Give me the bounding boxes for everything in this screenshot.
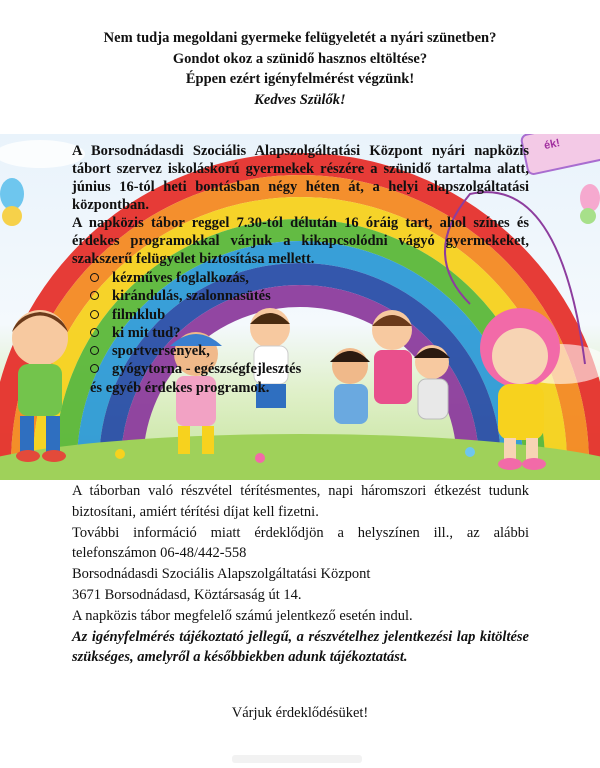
bullet-icon: [90, 328, 99, 337]
sign-board: [521, 134, 600, 175]
program-list: [90, 269, 529, 379]
header-question-1: Nem tudja megoldani gyermeke felügyeletét a nyári szünetben?: [103, 30, 497, 46]
bullet-icon: [90, 364, 99, 373]
list-item: gyógytorna - egészségfejlesztés: [90, 360, 529, 378]
bullet-icon: [90, 310, 99, 319]
organization-name: Borsodnádasdi Szociális Alapszolgáltatási Központ: [72, 566, 371, 583]
header: [0, 28, 600, 110]
other-programs: és egyéb érdekes programok.: [90, 379, 270, 396]
address: 3671 Borsodnádasd, Köztársaság út 14.: [72, 586, 302, 603]
closing-line: Várjuk érdeklődésüket!: [231, 705, 369, 721]
footer-shadow: [232, 755, 362, 763]
header-question-2: Gondot okoz a szünidő hasznos eltöltése?: [172, 50, 428, 67]
list-item: sportversenyek,: [90, 342, 529, 360]
banner-text: [72, 142, 529, 397]
list-item: ki mit tud?: [90, 324, 529, 342]
bullet-icon: [90, 273, 99, 282]
body-text: [72, 481, 529, 667]
list-item: kézműves foglalkozás,: [90, 269, 529, 287]
camp-hours-paragraph: A napközis tábor reggel 7.30-tól délután 16 óráig tart, ahol színes és érdekes programokkal várjuk a kikapcsolódni vágyó gyermekeket, szakszerű felügyelet biztosítása mellett.: [72, 215, 529, 267]
bullet-icon: [90, 346, 99, 355]
sign-text: ék!: [543, 137, 562, 153]
header-announcement: Éppen ezért igényfelmérést végzünk!: [185, 71, 415, 87]
minimum-participants: A napközis tábor megfelelő számú jelentkező esetén indul.: [72, 607, 413, 624]
survey-notice: Az igényfelmérés tájékoztató jellegű, a részvételhez jelentkezési lap kitöltése szükséges, amelyről a későbbiekben adunk tájékoztatást.: [72, 628, 529, 665]
contact-paragraph: További információ miatt érdeklődjön a helyszínen ill., az alábbi telefonszámon 06-48/442-558: [72, 524, 529, 562]
cost-paragraph: A táborban való részvétel térítésmentes, napi háromszori étkezést tudunk biztosítani, amiért térítési díjat kell fizetni.: [72, 483, 529, 520]
list-item: kirándulás, szalonnasütés: [90, 287, 529, 305]
list-item: filmklub: [90, 306, 529, 324]
camp-intro-paragraph: A Borsodnádasdi Szociális Alapszolgáltatási Központ nyári napközis tábort szervez iskoláskorú gyermekek részére a szünidő tartalma alatt, június 16-tól heti bontásban négy héten át, a helyi alapszolgáltatási központban.: [72, 143, 529, 213]
bullet-icon: [90, 291, 99, 300]
greeting: Kedves Szülők!: [254, 91, 346, 108]
